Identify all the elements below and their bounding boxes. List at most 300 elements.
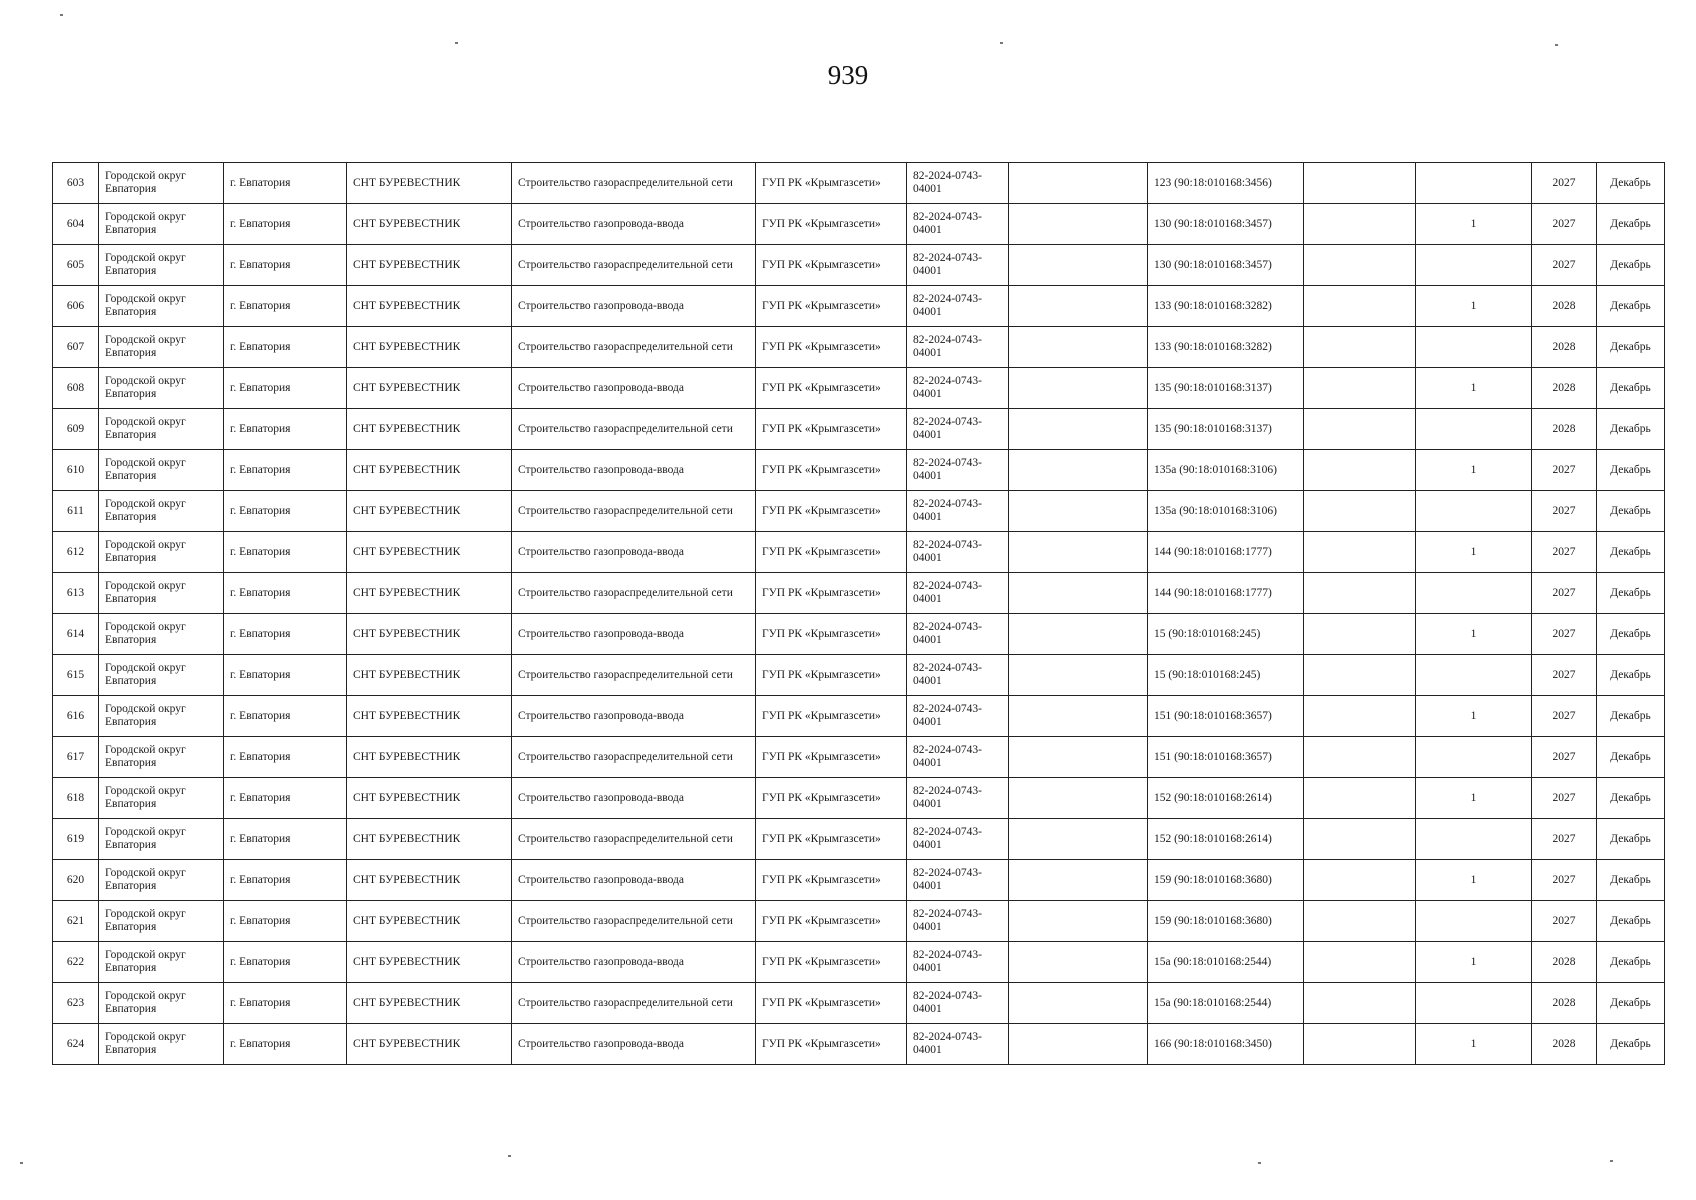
empty-cell — [1009, 163, 1148, 204]
object-cell: СНТ БУРЕВЕСТНИК — [347, 1024, 512, 1065]
program-code-cell: 82-2024-0743-04001 — [907, 737, 1009, 778]
month-cell: Декабрь — [1597, 409, 1665, 450]
program-code-cell: 82-2024-0743-04001 — [907, 327, 1009, 368]
year-cell: 2027 — [1532, 778, 1597, 819]
table-row — [53, 901, 1665, 942]
organization-cell: ГУП РК «Крымгазсети» — [756, 491, 907, 532]
organization-cell: ГУП РК «Крымгазсети» — [756, 245, 907, 286]
object-cell: СНТ БУРЕВЕСТНИК — [347, 204, 512, 245]
program-code-cell: 82-2024-0743-04001 — [907, 983, 1009, 1024]
table-row — [53, 655, 1665, 696]
work-type-cell: Строительство газораспределительной сети — [512, 737, 756, 778]
organization-cell: ГУП РК «Крымгазсети» — [756, 368, 907, 409]
month-cell: Декабрь — [1597, 204, 1665, 245]
locality-cell: г. Евпатория — [224, 245, 347, 286]
count-cell: 1 — [1416, 860, 1532, 901]
organization-cell: ГУП РК «Крымгазсети» — [756, 942, 907, 983]
row-number: 610 — [53, 450, 99, 491]
scan-speck — [1258, 1162, 1261, 1164]
district-cell: Городской округ Евпатория — [99, 450, 224, 491]
object-cell: СНТ БУРЕВЕСТНИК — [347, 532, 512, 573]
empty-cell — [1304, 327, 1416, 368]
year-cell: 2027 — [1532, 614, 1597, 655]
empty-cell — [1304, 901, 1416, 942]
empty-cell — [1304, 368, 1416, 409]
empty-cell — [1009, 327, 1148, 368]
count-cell — [1416, 327, 1532, 368]
empty-cell — [1304, 655, 1416, 696]
cadastral-address-cell: 144 (90:18:010168:1777) — [1148, 532, 1304, 573]
table-row — [53, 860, 1665, 901]
row-number: 603 — [53, 163, 99, 204]
district-cell: Городской округ Евпатория — [99, 532, 224, 573]
table-row — [53, 204, 1665, 245]
row-number: 623 — [53, 983, 99, 1024]
work-type-cell: Строительство газораспределительной сети — [512, 901, 756, 942]
cadastral-address-cell: 135а (90:18:010168:3106) — [1148, 491, 1304, 532]
program-code-cell: 82-2024-0743-04001 — [907, 819, 1009, 860]
row-number: 612 — [53, 532, 99, 573]
table-row — [53, 737, 1665, 778]
district-cell: Городской округ Евпатория — [99, 204, 224, 245]
month-cell: Декабрь — [1597, 245, 1665, 286]
program-code-cell: 82-2024-0743-04001 — [907, 245, 1009, 286]
district-cell: Городской округ Евпатория — [99, 942, 224, 983]
work-type-cell: Строительство газораспределительной сети — [512, 409, 756, 450]
work-type-cell: Строительство газопровода-ввода — [512, 204, 756, 245]
organization-cell: ГУП РК «Крымгазсети» — [756, 573, 907, 614]
empty-cell — [1304, 983, 1416, 1024]
empty-cell — [1009, 614, 1148, 655]
table-row — [53, 819, 1665, 860]
year-cell: 2027 — [1532, 491, 1597, 532]
empty-cell — [1009, 942, 1148, 983]
month-cell: Декабрь — [1597, 327, 1665, 368]
organization-cell: ГУП РК «Крымгазсети» — [756, 409, 907, 450]
table-row — [53, 286, 1665, 327]
page-number: 939 — [827, 60, 869, 90]
table-row — [53, 614, 1665, 655]
month-cell: Декабрь — [1597, 983, 1665, 1024]
row-number: 607 — [53, 327, 99, 368]
cadastral-address-cell: 135а (90:18:010168:3106) — [1148, 450, 1304, 491]
scan-speck — [1000, 42, 1003, 44]
locality-cell: г. Евпатория — [224, 450, 347, 491]
count-cell: 1 — [1416, 696, 1532, 737]
table-row — [53, 532, 1665, 573]
organization-cell: ГУП РК «Крымгазсети» — [756, 819, 907, 860]
year-cell: 2027 — [1532, 450, 1597, 491]
cadastral-address-cell: 15а (90:18:010168:2544) — [1148, 983, 1304, 1024]
row-number: 617 — [53, 737, 99, 778]
empty-cell — [1009, 860, 1148, 901]
cadastral-address-cell: 123 (90:18:010168:3456) — [1148, 163, 1304, 204]
program-code-cell: 82-2024-0743-04001 — [907, 573, 1009, 614]
empty-cell — [1304, 491, 1416, 532]
month-cell: Декабрь — [1597, 942, 1665, 983]
scan-speck — [60, 14, 63, 16]
empty-cell — [1304, 204, 1416, 245]
object-cell: СНТ БУРЕВЕСТНИК — [347, 901, 512, 942]
object-cell: СНТ БУРЕВЕСТНИК — [347, 819, 512, 860]
organization-cell: ГУП РК «Крымгазсети» — [756, 983, 907, 1024]
empty-cell — [1304, 409, 1416, 450]
object-cell: СНТ БУРЕВЕСТНИК — [347, 614, 512, 655]
locality-cell: г. Евпатория — [224, 696, 347, 737]
empty-cell — [1304, 532, 1416, 573]
organization-cell: ГУП РК «Крымгазсети» — [756, 163, 907, 204]
district-cell: Городской округ Евпатория — [99, 327, 224, 368]
district-cell: Городской округ Евпатория — [99, 860, 224, 901]
count-cell: 1 — [1416, 532, 1532, 573]
organization-cell: ГУП РК «Крымгазсети» — [756, 737, 907, 778]
empty-cell — [1304, 737, 1416, 778]
count-cell: 1 — [1416, 1024, 1532, 1065]
district-cell: Городской округ Евпатория — [99, 983, 224, 1024]
month-cell: Декабрь — [1597, 573, 1665, 614]
empty-cell — [1009, 450, 1148, 491]
locality-cell: г. Евпатория — [224, 368, 347, 409]
organization-cell: ГУП РК «Крымгазсети» — [756, 901, 907, 942]
table-row — [53, 491, 1665, 532]
empty-cell — [1009, 983, 1148, 1024]
count-cell — [1416, 491, 1532, 532]
count-cell: 1 — [1416, 778, 1532, 819]
work-type-cell: Строительство газораспределительной сети — [512, 655, 756, 696]
month-cell: Декабрь — [1597, 778, 1665, 819]
empty-cell — [1304, 778, 1416, 819]
empty-cell — [1304, 819, 1416, 860]
object-cell: СНТ БУРЕВЕСТНИК — [347, 737, 512, 778]
year-cell: 2028 — [1532, 286, 1597, 327]
row-number: 624 — [53, 1024, 99, 1065]
month-cell: Декабрь — [1597, 737, 1665, 778]
scan-speck — [1610, 1160, 1613, 1162]
empty-cell — [1009, 368, 1148, 409]
scan-speck — [455, 42, 458, 44]
row-number: 613 — [53, 573, 99, 614]
empty-cell — [1304, 614, 1416, 655]
row-number: 614 — [53, 614, 99, 655]
table-row — [53, 450, 1665, 491]
table-row — [53, 1024, 1665, 1065]
program-code-cell: 82-2024-0743-04001 — [907, 204, 1009, 245]
table-row — [53, 409, 1665, 450]
scan-speck — [508, 1155, 511, 1157]
month-cell: Декабрь — [1597, 368, 1665, 409]
work-type-cell: Строительство газопровода-ввода — [512, 450, 756, 491]
year-cell: 2027 — [1532, 860, 1597, 901]
year-cell: 2028 — [1532, 327, 1597, 368]
row-number: 608 — [53, 368, 99, 409]
locality-cell: г. Евпатория — [224, 655, 347, 696]
month-cell: Декабрь — [1597, 286, 1665, 327]
object-cell: СНТ БУРЕВЕСТНИК — [347, 286, 512, 327]
object-cell: СНТ БУРЕВЕСТНИК — [347, 778, 512, 819]
empty-cell — [1009, 655, 1148, 696]
work-type-cell: Строительство газораспределительной сети — [512, 163, 756, 204]
cadastral-address-cell: 152 (90:18:010168:2614) — [1148, 778, 1304, 819]
table-row — [53, 778, 1665, 819]
cadastral-address-cell: 144 (90:18:010168:1777) — [1148, 573, 1304, 614]
district-cell: Городской округ Евпатория — [99, 1024, 224, 1065]
object-cell: СНТ БУРЕВЕСТНИК — [347, 327, 512, 368]
work-type-cell: Строительство газопровода-ввода — [512, 1024, 756, 1065]
organization-cell: ГУП РК «Крымгазсети» — [756, 450, 907, 491]
district-cell: Городской округ Евпатория — [99, 901, 224, 942]
count-cell: 1 — [1416, 942, 1532, 983]
locality-cell: г. Евпатория — [224, 532, 347, 573]
program-code-cell: 82-2024-0743-04001 — [907, 614, 1009, 655]
cadastral-address-cell: 135 (90:18:010168:3137) — [1148, 409, 1304, 450]
row-number: 621 — [53, 901, 99, 942]
month-cell: Декабрь — [1597, 819, 1665, 860]
row-number: 622 — [53, 942, 99, 983]
row-number: 606 — [53, 286, 99, 327]
cadastral-address-cell: 159 (90:18:010168:3680) — [1148, 860, 1304, 901]
program-code-cell: 82-2024-0743-04001 — [907, 655, 1009, 696]
empty-cell — [1009, 1024, 1148, 1065]
program-code-cell: 82-2024-0743-04001 — [907, 368, 1009, 409]
cadastral-address-cell: 159 (90:18:010168:3680) — [1148, 901, 1304, 942]
count-cell — [1416, 409, 1532, 450]
work-type-cell: Строительство газораспределительной сети — [512, 245, 756, 286]
organization-cell: ГУП РК «Крымгазсети» — [756, 860, 907, 901]
locality-cell: г. Евпатория — [224, 819, 347, 860]
work-type-cell: Строительство газораспределительной сети — [512, 327, 756, 368]
row-number: 618 — [53, 778, 99, 819]
work-type-cell: Строительство газопровода-ввода — [512, 286, 756, 327]
object-cell: СНТ БУРЕВЕСТНИК — [347, 163, 512, 204]
locality-cell: г. Евпатория — [224, 327, 347, 368]
empty-cell — [1304, 1024, 1416, 1065]
row-number: 616 — [53, 696, 99, 737]
work-type-cell: Строительство газопровода-ввода — [512, 532, 756, 573]
object-cell: СНТ БУРЕВЕСТНИК — [347, 573, 512, 614]
work-type-cell: Строительство газораспределительной сети — [512, 491, 756, 532]
month-cell: Декабрь — [1597, 450, 1665, 491]
object-cell: СНТ БУРЕВЕСТНИК — [347, 655, 512, 696]
year-cell: 2027 — [1532, 737, 1597, 778]
object-cell: СНТ БУРЕВЕСТНИК — [347, 491, 512, 532]
object-cell: СНТ БУРЕВЕСТНИК — [347, 245, 512, 286]
district-cell: Городской округ Евпатория — [99, 245, 224, 286]
table-row — [53, 163, 1665, 204]
empty-cell — [1009, 819, 1148, 860]
empty-cell — [1009, 737, 1148, 778]
year-cell: 2027 — [1532, 573, 1597, 614]
table-row — [53, 696, 1665, 737]
table-row — [53, 573, 1665, 614]
district-cell: Городской округ Евпатория — [99, 778, 224, 819]
locality-cell: г. Евпатория — [224, 491, 347, 532]
locality-cell: г. Евпатория — [224, 614, 347, 655]
locality-cell: г. Евпатория — [224, 860, 347, 901]
row-number: 615 — [53, 655, 99, 696]
district-cell: Городской округ Евпатория — [99, 737, 224, 778]
year-cell: 2028 — [1532, 1024, 1597, 1065]
work-type-cell: Строительство газопровода-ввода — [512, 942, 756, 983]
row-number: 604 — [53, 204, 99, 245]
locality-cell: г. Евпатория — [224, 573, 347, 614]
program-code-cell: 82-2024-0743-04001 — [907, 860, 1009, 901]
cadastral-address-cell: 130 (90:18:010168:3457) — [1148, 204, 1304, 245]
empty-cell — [1304, 286, 1416, 327]
locality-cell: г. Евпатория — [224, 204, 347, 245]
month-cell: Декабрь — [1597, 1024, 1665, 1065]
program-code-cell: 82-2024-0743-04001 — [907, 491, 1009, 532]
cadastral-address-cell: 152 (90:18:010168:2614) — [1148, 819, 1304, 860]
empty-cell — [1304, 696, 1416, 737]
table-row — [53, 245, 1665, 286]
district-cell: Городской округ Евпатория — [99, 573, 224, 614]
year-cell: 2027 — [1532, 532, 1597, 573]
district-cell: Городской округ Евпатория — [99, 163, 224, 204]
registry-table — [52, 162, 1665, 1065]
table-row — [53, 327, 1665, 368]
count-cell — [1416, 573, 1532, 614]
cadastral-address-cell: 15 (90:18:010168:245) — [1148, 614, 1304, 655]
year-cell: 2027 — [1532, 819, 1597, 860]
row-number: 619 — [53, 819, 99, 860]
organization-cell: ГУП РК «Крымгазсети» — [756, 286, 907, 327]
empty-cell — [1009, 696, 1148, 737]
organization-cell: ГУП РК «Крымгазсети» — [756, 778, 907, 819]
row-number: 605 — [53, 245, 99, 286]
organization-cell: ГУП РК «Крымгазсети» — [756, 655, 907, 696]
table-row — [53, 942, 1665, 983]
count-cell: 1 — [1416, 614, 1532, 655]
cadastral-address-cell: 15 (90:18:010168:245) — [1148, 655, 1304, 696]
table-row — [53, 983, 1665, 1024]
month-cell: Декабрь — [1597, 532, 1665, 573]
empty-cell — [1304, 245, 1416, 286]
row-number: 609 — [53, 409, 99, 450]
program-code-cell: 82-2024-0743-04001 — [907, 1024, 1009, 1065]
year-cell: 2027 — [1532, 655, 1597, 696]
district-cell: Городской округ Евпатория — [99, 286, 224, 327]
district-cell: Городской округ Евпатория — [99, 368, 224, 409]
organization-cell: ГУП РК «Крымгазсети» — [756, 204, 907, 245]
empty-cell — [1304, 573, 1416, 614]
cadastral-address-cell: 133 (90:18:010168:3282) — [1148, 286, 1304, 327]
empty-cell — [1009, 245, 1148, 286]
empty-cell — [1304, 450, 1416, 491]
table-row — [53, 368, 1665, 409]
empty-cell — [1009, 532, 1148, 573]
month-cell: Декабрь — [1597, 696, 1665, 737]
district-cell: Городской округ Евпатория — [99, 696, 224, 737]
work-type-cell: Строительство газораспределительной сети — [512, 573, 756, 614]
locality-cell: г. Евпатория — [224, 737, 347, 778]
locality-cell: г. Евпатория — [224, 901, 347, 942]
count-cell: 1 — [1416, 368, 1532, 409]
locality-cell: г. Евпатория — [224, 1024, 347, 1065]
organization-cell: ГУП РК «Крымгазсети» — [756, 532, 907, 573]
year-cell: 2027 — [1532, 696, 1597, 737]
locality-cell: г. Евпатория — [224, 286, 347, 327]
month-cell: Декабрь — [1597, 491, 1665, 532]
cadastral-address-cell: 135 (90:18:010168:3137) — [1148, 368, 1304, 409]
cadastral-address-cell: 133 (90:18:010168:3282) — [1148, 327, 1304, 368]
district-cell: Городской округ Евпатория — [99, 614, 224, 655]
year-cell: 2028 — [1532, 983, 1597, 1024]
empty-cell — [1304, 942, 1416, 983]
empty-cell — [1304, 163, 1416, 204]
empty-cell — [1009, 286, 1148, 327]
count-cell — [1416, 901, 1532, 942]
count-cell — [1416, 983, 1532, 1024]
program-code-cell: 82-2024-0743-04001 — [907, 942, 1009, 983]
count-cell: 1 — [1416, 286, 1532, 327]
locality-cell: г. Евпатория — [224, 942, 347, 983]
count-cell — [1416, 655, 1532, 696]
year-cell: 2027 — [1532, 245, 1597, 286]
row-number: 620 — [53, 860, 99, 901]
cadastral-address-cell: 15а (90:18:010168:2544) — [1148, 942, 1304, 983]
object-cell: СНТ БУРЕВЕСТНИК — [347, 409, 512, 450]
work-type-cell: Строительство газораспределительной сети — [512, 983, 756, 1024]
registry-rows — [53, 163, 1665, 1065]
district-cell: Городской округ Евпатория — [99, 655, 224, 696]
count-cell: 1 — [1416, 204, 1532, 245]
count-cell — [1416, 245, 1532, 286]
work-type-cell: Строительство газопровода-ввода — [512, 860, 756, 901]
cadastral-address-cell: 166 (90:18:010168:3450) — [1148, 1024, 1304, 1065]
district-cell: Городской округ Евпатория — [99, 819, 224, 860]
empty-cell — [1009, 409, 1148, 450]
locality-cell: г. Евпатория — [224, 409, 347, 450]
district-cell: Городской округ Евпатория — [99, 491, 224, 532]
program-code-cell: 82-2024-0743-04001 — [907, 450, 1009, 491]
month-cell: Декабрь — [1597, 860, 1665, 901]
object-cell: СНТ БУРЕВЕСТНИК — [347, 942, 512, 983]
year-cell: 2028 — [1532, 409, 1597, 450]
year-cell: 2027 — [1532, 204, 1597, 245]
cadastral-address-cell: 151 (90:18:010168:3657) — [1148, 737, 1304, 778]
object-cell: СНТ БУРЕВЕСТНИК — [347, 368, 512, 409]
work-type-cell: Строительство газопровода-ввода — [512, 778, 756, 819]
count-cell — [1416, 737, 1532, 778]
empty-cell — [1009, 778, 1148, 819]
month-cell: Декабрь — [1597, 655, 1665, 696]
organization-cell: ГУП РК «Крымгазсети» — [756, 696, 907, 737]
work-type-cell: Строительство газопровода-ввода — [512, 614, 756, 655]
year-cell: 2027 — [1532, 901, 1597, 942]
program-code-cell: 82-2024-0743-04001 — [907, 778, 1009, 819]
year-cell: 2027 — [1532, 163, 1597, 204]
object-cell: СНТ БУРЕВЕСТНИК — [347, 860, 512, 901]
object-cell: СНТ БУРЕВЕСТНИК — [347, 450, 512, 491]
work-type-cell: Строительство газопровода-ввода — [512, 368, 756, 409]
work-type-cell: Строительство газораспределительной сети — [512, 819, 756, 860]
empty-cell — [1009, 573, 1148, 614]
program-code-cell: 82-2024-0743-04001 — [907, 696, 1009, 737]
cadastral-address-cell: 130 (90:18:010168:3457) — [1148, 245, 1304, 286]
object-cell: СНТ БУРЕВЕСТНИК — [347, 983, 512, 1024]
locality-cell: г. Евпатория — [224, 778, 347, 819]
count-cell — [1416, 819, 1532, 860]
count-cell: 1 — [1416, 450, 1532, 491]
scan-speck — [1555, 44, 1558, 46]
program-code-cell: 82-2024-0743-04001 — [907, 286, 1009, 327]
district-cell: Городской округ Евпатория — [99, 409, 224, 450]
organization-cell: ГУП РК «Крымгазсети» — [756, 1024, 907, 1065]
program-code-cell: 82-2024-0743-04001 — [907, 532, 1009, 573]
month-cell: Декабрь — [1597, 901, 1665, 942]
program-code-cell: 82-2024-0743-04001 — [907, 901, 1009, 942]
locality-cell: г. Евпатория — [224, 163, 347, 204]
